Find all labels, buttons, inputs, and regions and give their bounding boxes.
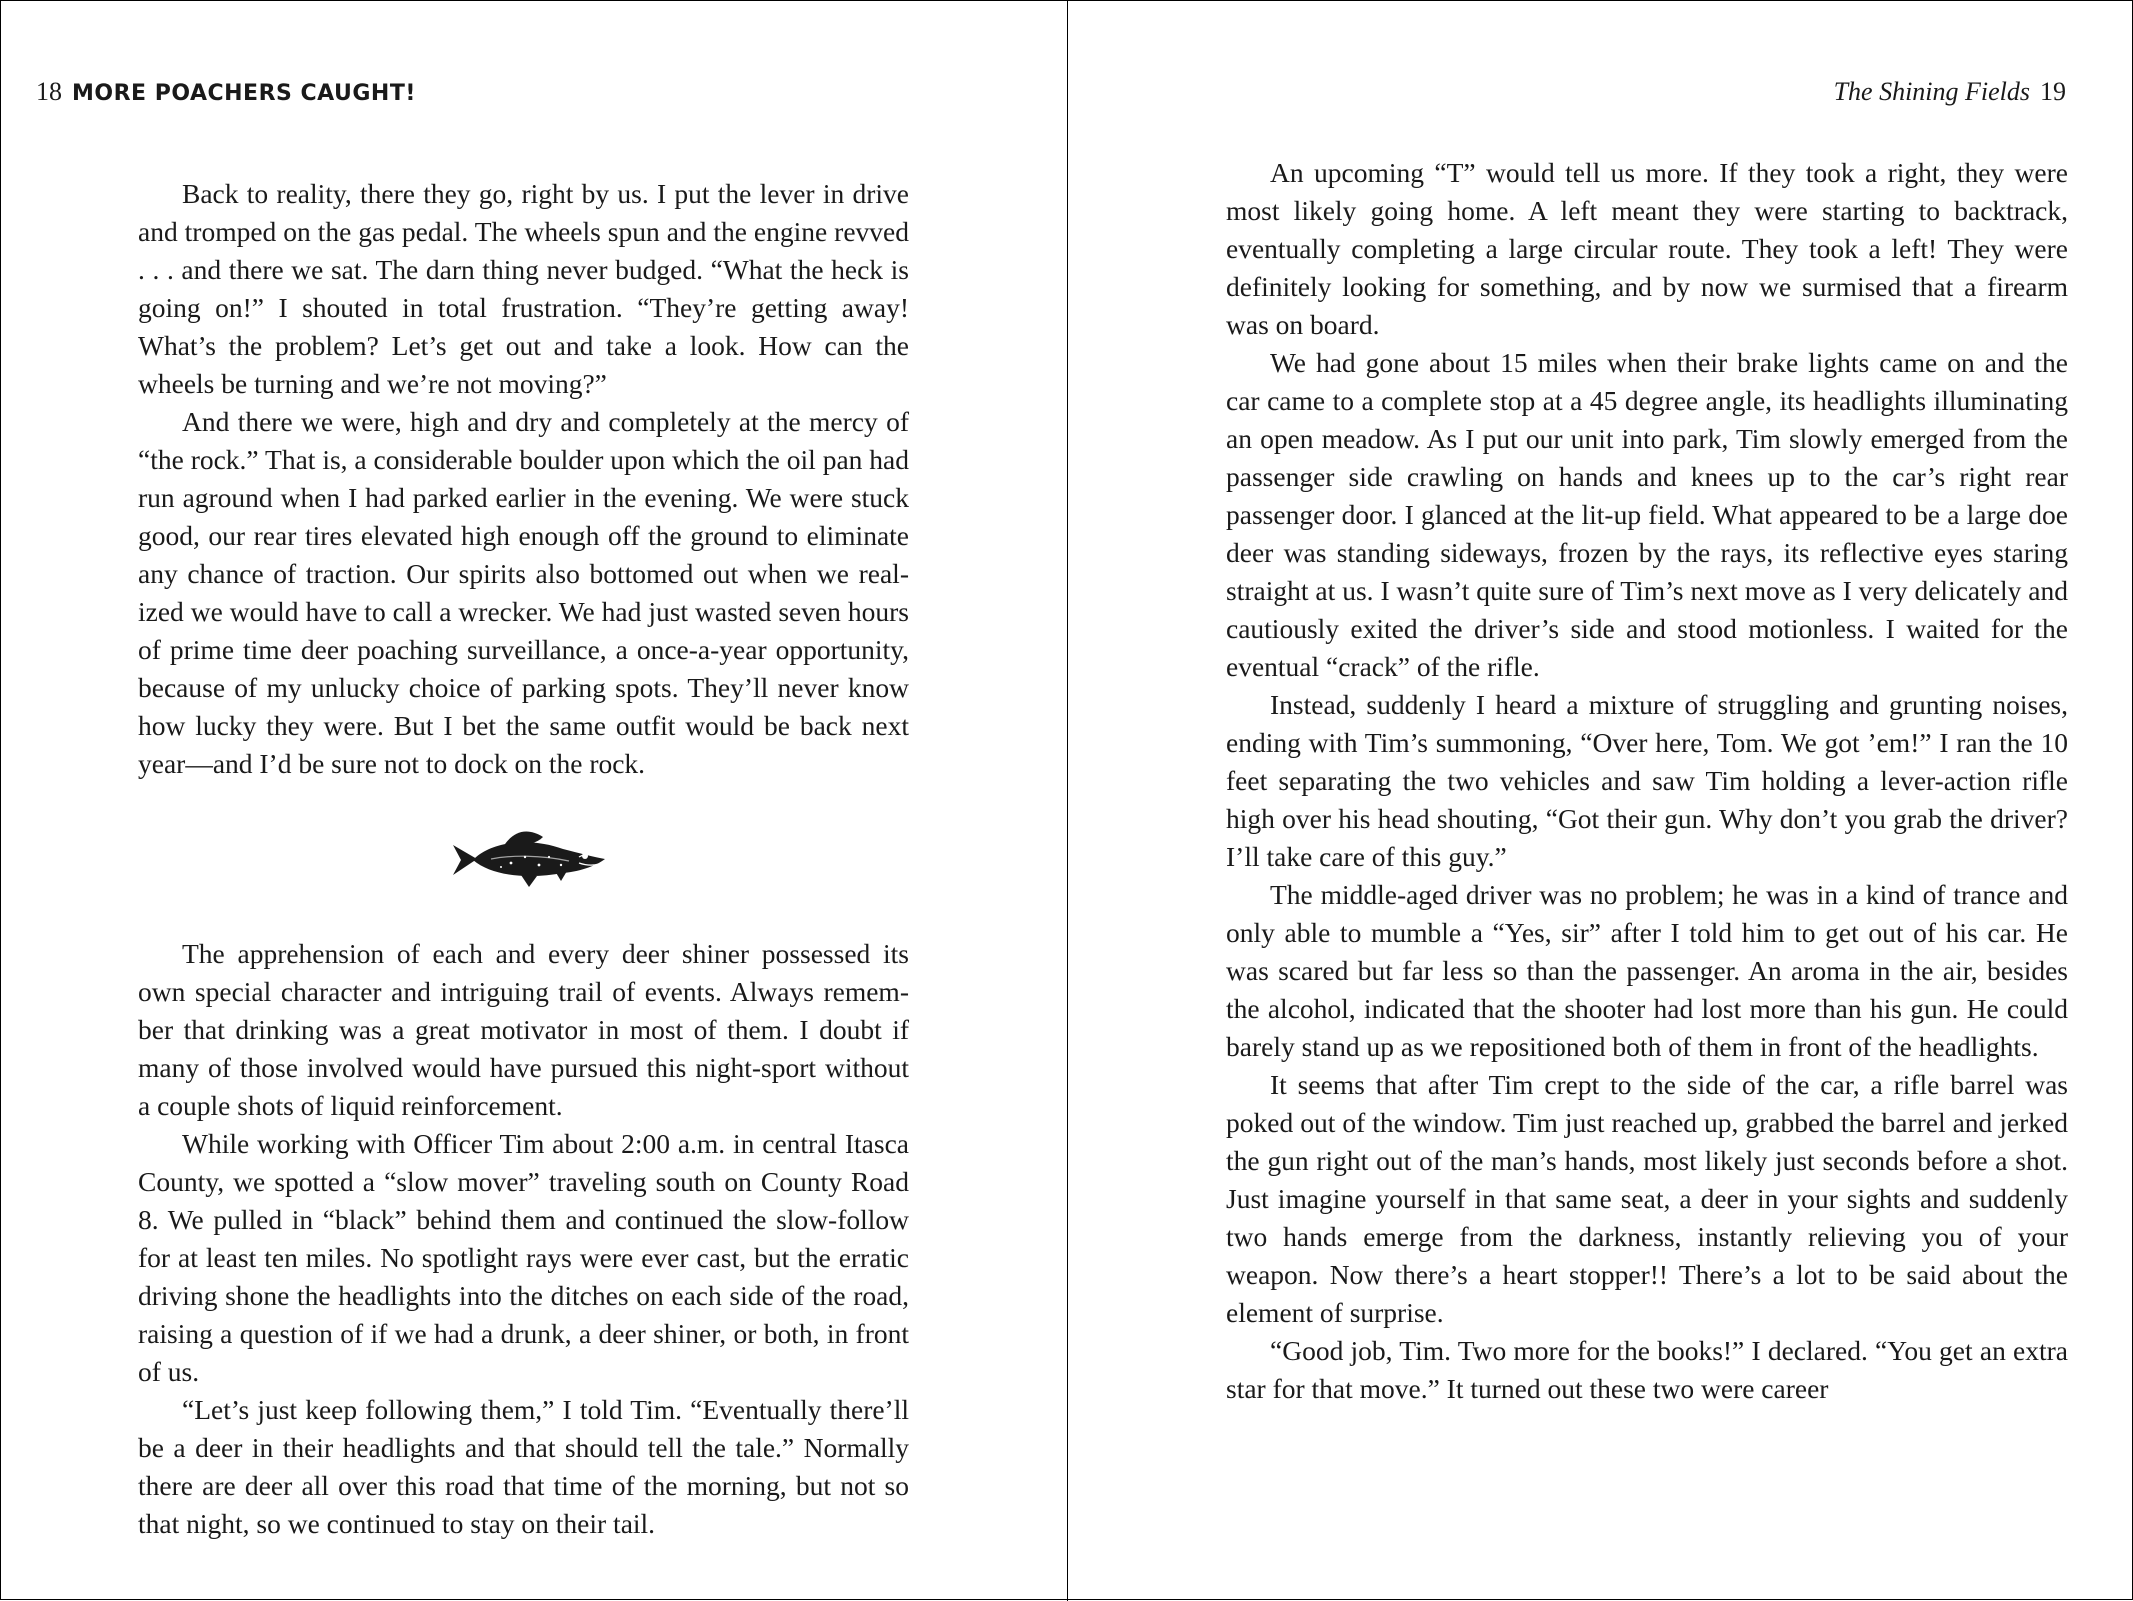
paragraph: We had gone about 15 miles when their brake lights came on and the car came to a complete stop at a 45 degree angle, its headlights illuminating an open meadow. As I put our unit into park, Tim slowly emerged from the passenger side crawling on hands and knees up to the car’s right rear passenger door. I glanced at the lit-up field. What appeared to be a large doe deer was standing sideways, frozen by the rays, its reflective eyes staring straight at us. I wasn’t quite sure of Tim’s next move as I very delicately and cautiously exited the driver’s side and stood motionless. I waited for the eventual “crack” of the rifle. <box>1226 347 2068 682</box>
paragraph: Instead, suddenly I heard a mixture of struggling and grunting noises, ending with Tim’s summoning, “Over here, Tom. We got ’em!” I ran the 10 feet separating the two vehicles and saw Tim holding a lever-action rifle high over his head shouting, “Got their gun. Why don’t you grab the driver? I’ll take care of this guy.” <box>1226 689 2068 872</box>
right-page-number: 19 <box>2040 77 2066 106</box>
paragraph: While working with Officer Tim about 2:00 a.m. in central Itasca County, we spotted a “slow mover” traveling south on County Road 8. We pulled in “black” behind them and continued the slow-follow for at least ten miles. No spotlight rays were ever cast, but the erratic driving shone the headlights into the ditches on each side of the road, raising a question of if we had a drunk, a deer shiner, or both, in front of us. <box>138 1128 909 1387</box>
paragraph: The middle-aged driver was no problem; he was in a kind of trance and only able to mumble a “Yes, sir” after I told him to get out of his car. He was scared but far less so than the passenger. An aroma in the air, besides the alcohol, indicated that the shooter had lost more than his gun. He could barely stand up as we repositioned both of them in front of the headlights. <box>1226 879 2068 1062</box>
left-text-block-top <box>138 175 909 783</box>
left-text-block-bottom <box>138 935 909 1543</box>
paragraph: And there we were, high and dry and completely at the mercy of “the rock.” That is, a considerable boulder upon which the oil pan had run aground when I had parked earlier in the evening. We were stuck good, our rear tires elevated high enough off the ground to eliminate any chance of traction. Our spirits also bottomed out when we realized we would have to call a wrecker. We had just wasted seven hours of prime time deer poaching surveillance, a once-a-year opportunity, because of my unlucky choice of parking spots. They’ll never know how lucky they were. But I bet the same outfit would be back next year—and I’d be sure not to dock on the rock. <box>138 406 909 779</box>
paragraph: It seems that after Tim crept to the side of the car, a rifle barrel was poked out of the window. Tim just reached up, grabbed the barrel and jerked the gun right out of the man’s hands, most likely just seconds before a shot. Just imagine yourself in that same seat, a deer in your sights and suddenly two hands emerge from the darkness, instantly relieving you of your weapon. Now there’s a heart stopper!! There’s a lot to be said about the element of surprise. <box>1226 1069 2068 1328</box>
left-running-head <box>36 75 416 111</box>
left-page-number: 18 <box>36 77 62 106</box>
paragraph: “Good job, Tim. Two more for the books!” I declared. “You get an extra star for that move.” It turned out these two were career <box>1226 1335 2068 1404</box>
right-running-title: The Shining Fields <box>1833 77 2030 106</box>
right-text-block <box>1226 154 2068 1408</box>
paragraph: The apprehension of each and every deer shiner possessed its own special character and intriguing trail of events. Always remember that drinking was a great motivator in most of them. I doubt if many of those involved would have pursued this night-sport without a couple shots of liquid reinforcement. <box>138 938 909 1121</box>
paragraph: An upcoming “T” would tell us more. If they took a right, they were most likely going home. A left meant they were starting to backtrack, eventually completing a large circular route. They took a left! They were definitely looking for something, and by now we surmised that a firearm was on board. <box>1226 157 2068 340</box>
fish-icon <box>451 823 611 895</box>
paragraph: “Let’s just keep following them,” I told Tim. “Eventually there’ll be a deer in their headlights and that should tell the tale.” Normally there are deer all over this road that time of the morning, but not so that night, so we continued to stay on their tail. <box>138 1394 909 1539</box>
left-running-title: MORE POACHERS CAUGHT! <box>72 81 416 106</box>
right-running-head <box>1834 75 2066 109</box>
left-page <box>1 1 1067 1601</box>
right-page <box>1068 1 2133 1601</box>
paragraph: Back to reality, there they go, right by us. I put the lever in drive and tromped on the gas pedal. The wheels spun and the engine revved . . . and there we sat. The darn thing never budged. “What the heck is going on!” I shouted in total frustration. “They’re getting away! What’s the problem? Let’s get out and take a look. How can the wheels be turning and we’re not moving?” <box>138 178 909 399</box>
